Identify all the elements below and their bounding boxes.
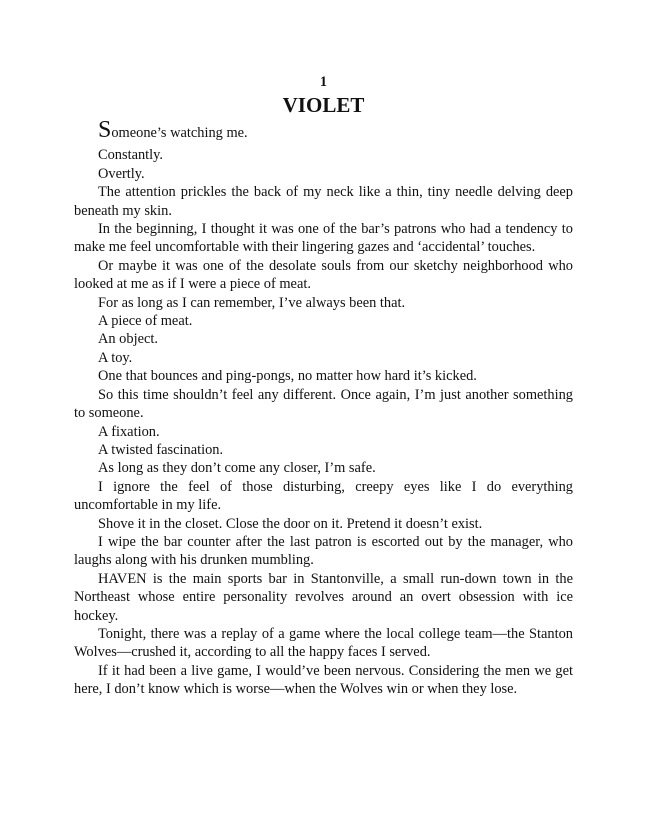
paragraph: Tonight, there was a replay of a game where the local college team—the Stanton Wolves—crushed it, according to all the happy faces I served. [74, 625, 573, 661]
paragraph: As long as they don’t come any closer, I’m safe. [98, 460, 376, 477]
paragraph: So this time shouldn’t feel any different. Once again, I’m just another something to someone. [74, 386, 573, 422]
paragraph: I ignore the feel of those disturbing, creepy eyes like I do everything uncomfortable in my life. [74, 478, 573, 514]
chapter-number: 1 [319, 74, 328, 90]
paragraph: One that bounces and ping-pongs, no matter how hard it’s kicked. [98, 368, 477, 385]
drop-cap: S [98, 117, 112, 143]
paragraph: The attention prickles the back of my neck like a thin, tiny needle delving deep beneath my skin. [74, 184, 573, 219]
paragraph: Or maybe it was one of the desolate souls from our sketchy neighborhood who looked at me as if I were a piece of meat. [74, 257, 573, 293]
opening-text: omeone’s watching me. [111, 125, 248, 141]
paragraph: For as long as I can remember, I’ve always been that. [98, 294, 406, 311]
paragraph: Constantly. [98, 147, 164, 164]
opening-paragraph [74, 117, 573, 143]
paragraph: A toy. [98, 349, 133, 366]
paragraph: A piece of meat. [98, 313, 193, 330]
chapter-title: VIOLET [282, 93, 365, 117]
paragraph: If it had been a live game, I would’ve been nervous. Considering the men we get here, I don’t know which is worse—when the Wolves win or when they lose. [74, 662, 573, 698]
paragraph: Shove it in the closet. Close the door on it. Pretend it doesn’t exist. [98, 515, 483, 532]
paragraph: In the beginning, I thought it was one of the bar’s patrons who had a tendency to make me feel uncomfortable with their lingering gazes and ‘accidental’ touches. [74, 221, 573, 256]
paragraph: A twisted fascination. [98, 441, 224, 458]
paragraph: A fixation. [98, 423, 160, 440]
paragraph: HAVEN is the main sports bar in Stantonville, a small run-down town in the Northeast whose entire personality revolves around an overt obsession with ice hockey. [74, 570, 573, 624]
paragraph: An object. [98, 331, 158, 348]
paragraph: I wipe the bar counter after the last patron is escorted out by the manager, who laughs along with his drunken mumbling. [74, 533, 573, 569]
page [74, 72, 573, 699]
paragraph: Overtly. [98, 165, 145, 182]
